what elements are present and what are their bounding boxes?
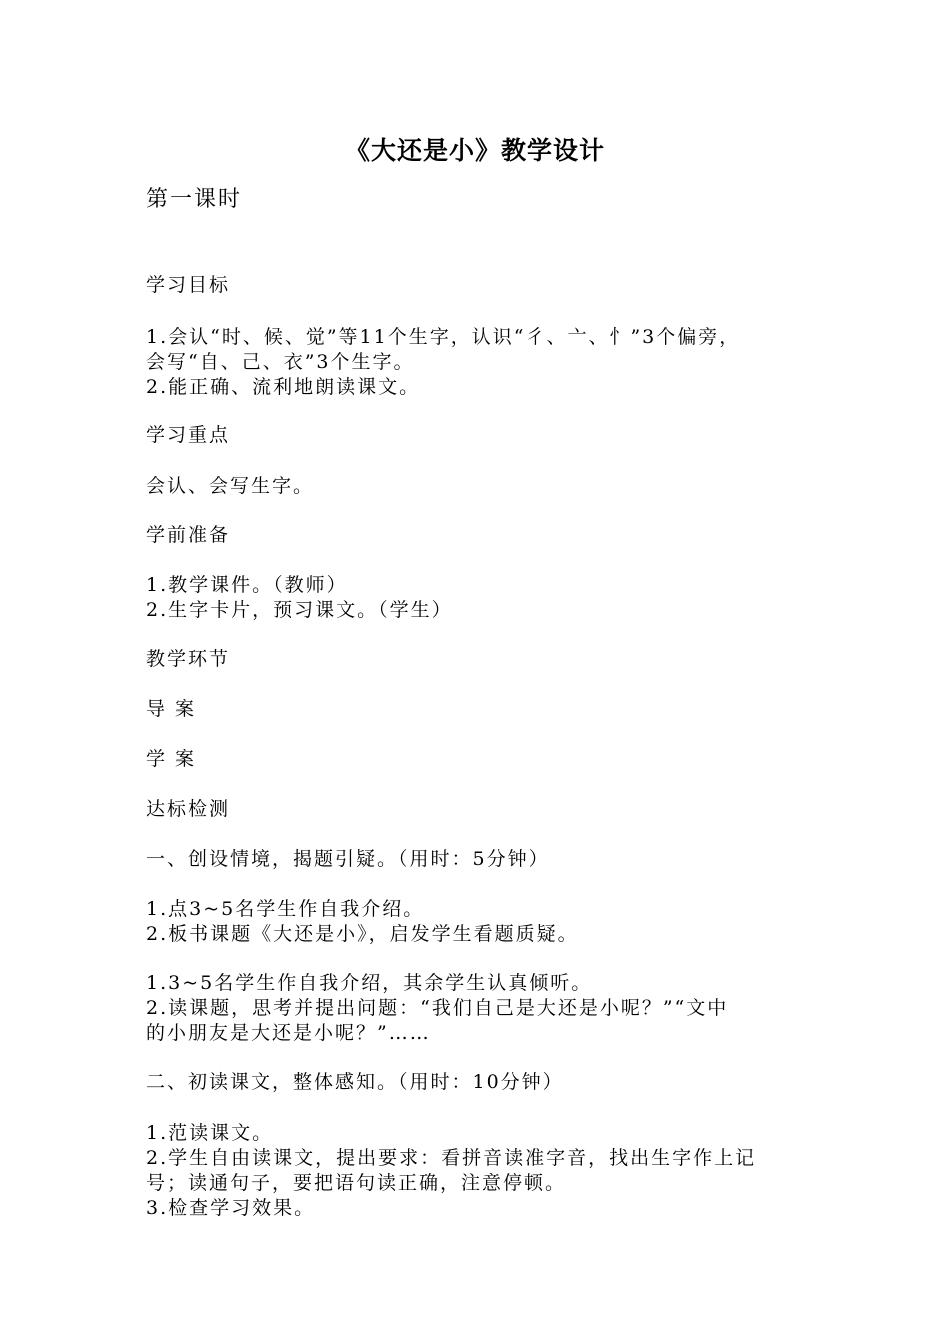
step1-learn-line: 1.3~5名学生作自我介绍，其余学生认真倾听。 <box>146 972 593 994</box>
learn-label: 学 案 <box>146 748 197 770</box>
goal-line: 2.能正确、流利地朗读课文。 <box>146 376 421 398</box>
step2-line: 2.学生自由读课文，提出要求：看拼音读准字音，找出生字作上记 <box>146 1147 757 1169</box>
guide-label: 导 案 <box>146 698 197 720</box>
step2-heading: 二、初读课文，整体感知。（用时：10分钟） <box>146 1071 564 1093</box>
process-heading: 教学环节 <box>146 648 231 670</box>
document-title: 《大还是小》教学设计 <box>344 136 605 165</box>
step1-learn-line: 的小朋友是大还是小呢？”…… <box>146 1022 431 1044</box>
key-point-line: 会认、会写生字。 <box>146 475 315 497</box>
step1-guide-line: 1.点3~5名学生作自我介绍。 <box>146 898 425 920</box>
preparation-line: 1.教学课件。（教师） <box>146 574 348 596</box>
step1-guide-line: 2.板书课题《大还是小》，启发学生看题质疑。 <box>146 923 579 945</box>
step2-line: 1.范读课文。 <box>146 1122 274 1144</box>
step2-line: 3.检查学习效果。 <box>146 1197 316 1219</box>
key-points-heading: 学习重点 <box>146 424 231 446</box>
goal-line: 1.会认“时、候、觉”等11个生字，认识“彳、亠、忄”3个偏旁， <box>146 326 741 348</box>
lesson-label: 第一课时 <box>146 187 243 212</box>
check-label: 达标检测 <box>146 798 231 820</box>
step1-learn-line: 2.读课题，思考并提出问题：“我们自己是大还是小呢？”“文中 <box>146 997 729 1019</box>
step2-line: 号；读通句子，要把语句读正确，注意停顿。 <box>146 1172 567 1194</box>
preparation-heading: 学前准备 <box>146 524 231 546</box>
step1-heading: 一、创设情境，揭题引疑。（用时：5分钟） <box>146 848 550 870</box>
preparation-line: 2.生字卡片，预习课文。（学生） <box>146 599 453 621</box>
goals-heading: 学习目标 <box>146 274 231 296</box>
goal-line: 会写“自、己、衣”3个生字。 <box>146 351 415 373</box>
